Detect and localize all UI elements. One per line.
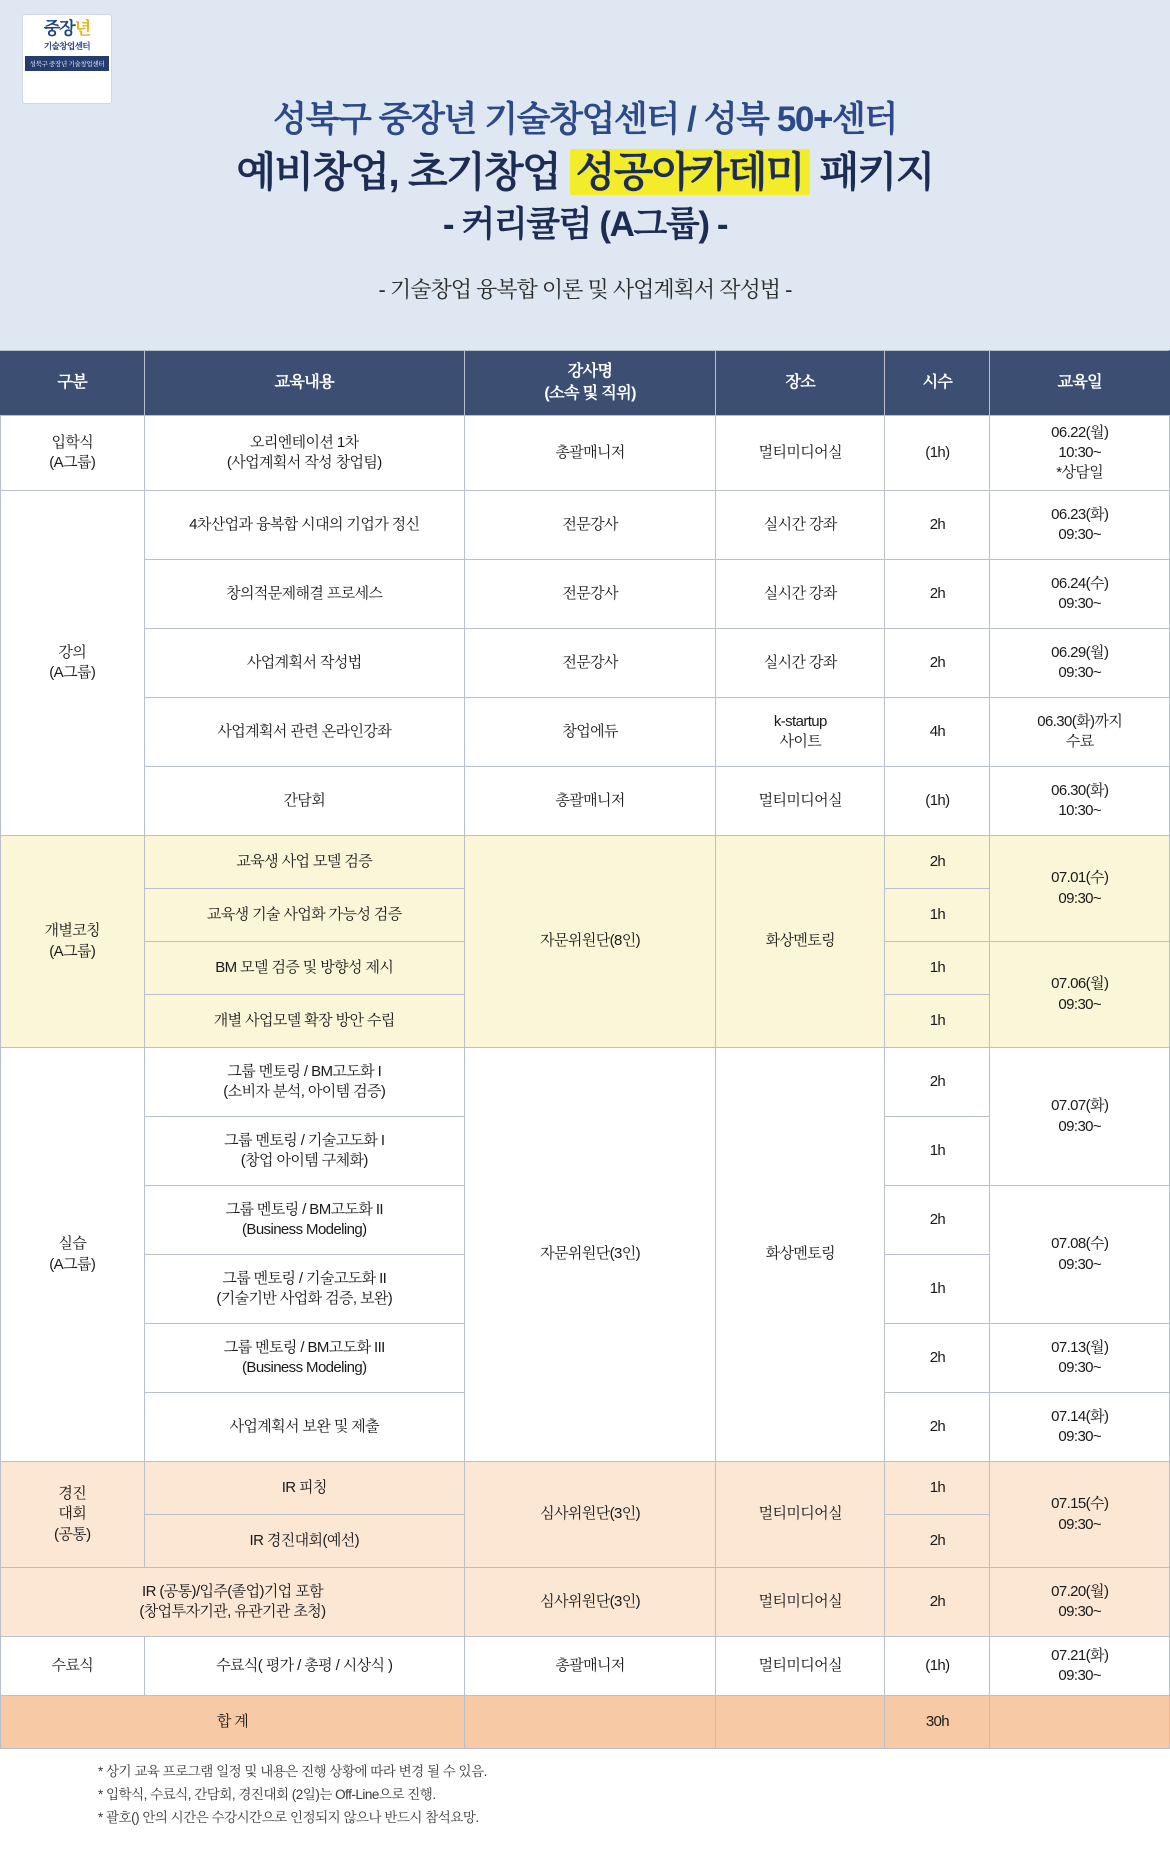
column-header-lecturer <box>464 351 715 416</box>
division-practice-line1: 실습 <box>58 1235 87 1253</box>
lecturer-cell: 총괄매니저 <box>464 1637 715 1696</box>
hours-cell: 2h <box>885 491 990 560</box>
logo-mark-accent: 년 <box>74 19 91 38</box>
place-cell: 실시간 강좌 <box>716 560 885 629</box>
hours-cell: 2h <box>885 1048 990 1117</box>
table-total-row <box>1 1696 1170 1749</box>
date-cell <box>990 1186 1170 1324</box>
hours-cell: 2h <box>885 1515 990 1568</box>
date-line2: 10:30~ <box>1058 443 1102 461</box>
content-cell <box>144 1117 464 1186</box>
division-cell-competition <box>1 1462 145 1568</box>
date-cell <box>990 1637 1170 1696</box>
footnote-3: * 괄호() 안의 시간은 수강시간으로 인정되지 않으나 반드시 참석요망. <box>98 1809 479 1825</box>
date-line1: 07.13(월) <box>1051 1338 1109 1356</box>
page-title-prefix: 예비창업, 초기창업 <box>236 149 570 196</box>
lecturer-cell: 심사위원단(3인) <box>464 1568 715 1637</box>
page-title-highlight: 성공아카데미 <box>570 149 810 195</box>
page-supertitle: 성북구 중장년 기술창업센터 / 성북 50+센터 <box>273 100 897 139</box>
lecturer-cell: 자문위원단(3인) <box>464 1048 715 1462</box>
hours-cell: 1h <box>885 1462 990 1515</box>
lecturer-cell: 전문강사 <box>464 491 715 560</box>
content-line1: IR (공통)/입주(졸업)기업 포함 <box>142 1582 323 1600</box>
date-line2: 09:30~ <box>1058 1359 1102 1376</box>
lecturer-cell: 전문강사 <box>464 560 715 629</box>
content-cell: 창의적문제해결 프로세스 <box>144 560 464 629</box>
date-line1: 06.23(화) <box>1051 505 1109 523</box>
hours-cell: 1h <box>885 995 990 1048</box>
column-header-division: 구분 <box>1 351 145 416</box>
date-line2: 09:30~ <box>1058 1255 1102 1273</box>
content-cell: 사업계획서 작성법 <box>144 629 464 698</box>
date-line2: 09:30~ <box>1058 1515 1102 1533</box>
date-cell <box>990 491 1170 560</box>
page-title <box>0 146 1170 199</box>
content-cell <box>144 1048 464 1117</box>
date-line2: 09:30~ <box>1058 1603 1102 1620</box>
date-line1: 06.29(월) <box>1051 643 1109 661</box>
place-cell: 멀티미디어실 <box>716 767 885 836</box>
content-line2: (소비자 분석, 아이템 검증) <box>223 1083 386 1100</box>
table-row <box>1 1637 1170 1696</box>
division-coaching-line2: (A그룹) <box>49 942 96 960</box>
date-line3: *상담일 <box>1056 464 1104 482</box>
content-cell: IR 피칭 <box>144 1462 464 1515</box>
place-cell: 화상멘토링 <box>716 836 885 1048</box>
footnote-2: * 입학식, 수료식, 간담회, 경진대회 (2일)는 Off-Line으로 진행. <box>98 1786 436 1802</box>
logo-mark-main: 중장 <box>43 19 75 38</box>
lecturer-cell: 전문강사 <box>464 629 715 698</box>
date-cell <box>990 560 1170 629</box>
hours-cell: 2h <box>885 629 990 698</box>
column-header-date: 교육일 <box>990 351 1170 416</box>
date-line1: 07.01(수) <box>1051 869 1109 887</box>
division-coaching-line1: 개별코칭 <box>44 922 101 940</box>
place-cell: 화상멘토링 <box>716 1048 885 1462</box>
page-title-curriculum: - 커리큘럼 (A그룹) - <box>442 204 728 244</box>
date-line2: 09:30~ <box>1058 1117 1102 1135</box>
logo-subtitle: 기술창업센터 <box>43 40 91 51</box>
date-line2: 10:30~ <box>1058 802 1102 819</box>
content-cell: 4차산업과 융복합 시대의 기업가 정신 <box>144 491 464 560</box>
content-line1: 오리엔테이션 1차 <box>249 433 359 451</box>
content-cell: 개별 사업모델 확장 방안 수립 <box>144 995 464 1048</box>
date-line1: 06.30(화) <box>1051 781 1109 799</box>
date-cell <box>990 767 1170 836</box>
division-cell-practice <box>1 1048 145 1462</box>
footnotes <box>0 1749 1170 1850</box>
table-row <box>1 836 1170 889</box>
content-cell <box>144 1324 464 1393</box>
content-cell <box>144 416 464 491</box>
organization-logo <box>22 14 112 104</box>
table-row <box>1 1568 1170 1637</box>
hours-cell: 2h <box>885 1393 990 1462</box>
content-line2: (기술기반 사업화 검증, 보완) <box>216 1290 393 1307</box>
table-row <box>1 767 1170 836</box>
place-cell: 실시간 강좌 <box>716 491 885 560</box>
page-title-suffix: 패키지 <box>809 149 934 196</box>
date-line1: 07.14(화) <box>1051 1407 1109 1425</box>
total-label: 합 계 <box>1 1696 465 1749</box>
table-row <box>1 1462 1170 1515</box>
column-header-lecturer-line1: 강사명 <box>567 363 613 381</box>
hours-cell: 1h <box>885 1255 990 1324</box>
total-place-cell <box>716 1696 885 1749</box>
division-cell-lecture <box>1 491 145 836</box>
table-header-row <box>1 351 1170 416</box>
content-line2: (Business Modeling) <box>242 1221 367 1238</box>
date-cell <box>990 698 1170 767</box>
content-line2: (Business Modeling) <box>242 1359 367 1376</box>
total-hours: 30h <box>885 1696 990 1749</box>
division-entrance-line1: 입학식 <box>51 433 94 451</box>
title-block <box>0 22 1170 304</box>
date-cell <box>990 1568 1170 1637</box>
date-cell <box>990 836 1170 942</box>
hours-cell: (1h) <box>885 416 990 491</box>
hours-cell: (1h) <box>885 767 990 836</box>
place-cell: 멀티미디어실 <box>716 416 885 491</box>
hours-cell: 2h <box>885 1568 990 1637</box>
date-line1: 07.21(화) <box>1051 1646 1109 1664</box>
date-line2: 09:30~ <box>1058 526 1102 543</box>
place-cell: 실시간 강좌 <box>716 629 885 698</box>
curriculum-table-wrap <box>0 350 1170 1749</box>
place-line1: k-startup <box>773 712 827 730</box>
content-cell: 교육생 기술 사업화 가능성 검증 <box>144 889 464 942</box>
division-practice-line2: (A그룹) <box>49 1255 96 1273</box>
lecturer-cell: 총괄매니저 <box>464 767 715 836</box>
date-line2: 09:30~ <box>1058 995 1102 1013</box>
hours-cell: 2h <box>885 836 990 889</box>
division-entrance-line2: (A그룹) <box>49 454 96 471</box>
content-line1: 그룹 멘토링 / 기술고도화 II <box>222 1269 387 1287</box>
content-cell: 사업계획서 관련 온라인강좌 <box>144 698 464 767</box>
date-cell <box>990 1393 1170 1462</box>
date-line1: 07.20(월) <box>1051 1582 1109 1600</box>
content-cell: 사업계획서 보완 및 제출 <box>144 1393 464 1462</box>
hours-cell: 4h <box>885 698 990 767</box>
date-line2: 수료 <box>1065 733 1094 750</box>
hours-cell: 2h <box>885 1186 990 1255</box>
total-lecturer-cell <box>464 1696 715 1749</box>
division-competition-line2: 대회 <box>58 1505 87 1523</box>
content-cell <box>144 1186 464 1255</box>
curriculum-table <box>0 350 1170 1749</box>
content-line1: 그룹 멘토링 / 기술고도화 I <box>224 1131 385 1149</box>
place-cell: 멀티미디어실 <box>716 1462 885 1568</box>
content-line2: (창업투자기관, 유관기관 초청) <box>139 1603 326 1620</box>
total-date-cell <box>990 1696 1170 1749</box>
date-line2: 09:30~ <box>1058 889 1102 907</box>
hours-cell: 1h <box>885 889 990 942</box>
date-line2: 09:30~ <box>1058 1428 1102 1445</box>
date-line1: 07.08(수) <box>1051 1235 1109 1253</box>
division-lecture-line2: (A그룹) <box>49 664 96 681</box>
date-line1: 06.22(월) <box>1051 423 1109 441</box>
hours-cell: 2h <box>885 1324 990 1393</box>
table-row <box>1 491 1170 560</box>
date-line1: 06.24(수) <box>1051 574 1109 592</box>
lecturer-cell: 창업에듀 <box>464 698 715 767</box>
division-competition-line3: (공통) <box>53 1525 91 1543</box>
content-cell: BM 모델 검증 및 방향성 제시 <box>144 942 464 995</box>
date-cell <box>990 942 1170 1048</box>
table-row <box>1 629 1170 698</box>
content-cell: 수료식( 평가 / 총평 / 시상식 ) <box>144 1637 464 1696</box>
date-line1: 06.30(화)까지 <box>1037 712 1123 730</box>
date-line2: 09:30~ <box>1058 664 1102 681</box>
content-line1: 그룹 멘토링 / BM고도화 III <box>223 1338 385 1356</box>
content-cell: IR 경진대회(예선) <box>144 1515 464 1568</box>
table-row <box>1 560 1170 629</box>
content-line2: (창업 아이템 구체화) <box>240 1152 368 1169</box>
content-cell <box>144 1255 464 1324</box>
column-header-hours: 시수 <box>885 351 990 416</box>
division-cell-graduation: 수료식 <box>1 1637 145 1696</box>
division-cell-entrance <box>1 416 145 491</box>
logo-mark <box>44 20 90 38</box>
page-subtitle: - 기술창업 융복합 이론 및 사업계획서 작성법 - <box>378 277 792 303</box>
table-row <box>1 1048 1170 1117</box>
lecturer-cell: 총괄매니저 <box>464 416 715 491</box>
hours-cell: 2h <box>885 560 990 629</box>
hours-cell: 1h <box>885 942 990 995</box>
date-line2: 09:30~ <box>1058 595 1102 612</box>
content-cell: 간담회 <box>144 767 464 836</box>
date-cell <box>990 629 1170 698</box>
column-header-place: 장소 <box>716 351 885 416</box>
place-cell <box>716 698 885 767</box>
date-line1: 07.06(월) <box>1051 975 1109 993</box>
date-line1: 07.15(수) <box>1051 1495 1109 1513</box>
lecturer-cell: 자문위원단(8인) <box>464 836 715 1048</box>
table-row <box>1 698 1170 767</box>
header-banner <box>0 0 1170 350</box>
content-line1: 그룹 멘토링 / BM고도화 II <box>225 1200 383 1218</box>
content-cell-ir-common <box>1 1568 465 1637</box>
date-cell <box>990 1048 1170 1186</box>
division-competition-line1: 경진 <box>58 1485 87 1503</box>
lecturer-cell: 심사위원단(3인) <box>464 1462 715 1568</box>
hours-cell: (1h) <box>885 1637 990 1696</box>
division-lecture-line1: 강의 <box>58 643 87 661</box>
footnote-1: * 상기 교육 프로그램 일정 및 내용은 진행 상황에 따라 변경 될 수 있음. <box>98 1764 487 1779</box>
column-header-lecturer-line2: (소속 및 직위) <box>544 385 636 402</box>
date-cell <box>990 1324 1170 1393</box>
content-cell: 교육생 사업 모델 검증 <box>144 836 464 889</box>
place-cell: 멀티미디어실 <box>716 1568 885 1637</box>
content-line1: 그룹 멘토링 / BM고도화 I <box>227 1062 382 1080</box>
place-line2: 사이트 <box>779 733 822 750</box>
content-line2: (사업계획서 작성 창업팀) <box>226 454 382 471</box>
date-line2: 09:30~ <box>1058 1667 1102 1684</box>
date-cell <box>990 416 1170 491</box>
date-cell <box>990 1462 1170 1568</box>
division-cell-coaching <box>1 836 145 1048</box>
logo-strip-label: 성북구 중장년 기술창업센터 <box>25 56 109 71</box>
date-line1: 07.07(화) <box>1051 1097 1109 1115</box>
table-row <box>1 416 1170 491</box>
column-header-content: 교육내용 <box>144 351 464 416</box>
place-cell: 멀티미디어실 <box>716 1637 885 1696</box>
hours-cell: 1h <box>885 1117 990 1186</box>
